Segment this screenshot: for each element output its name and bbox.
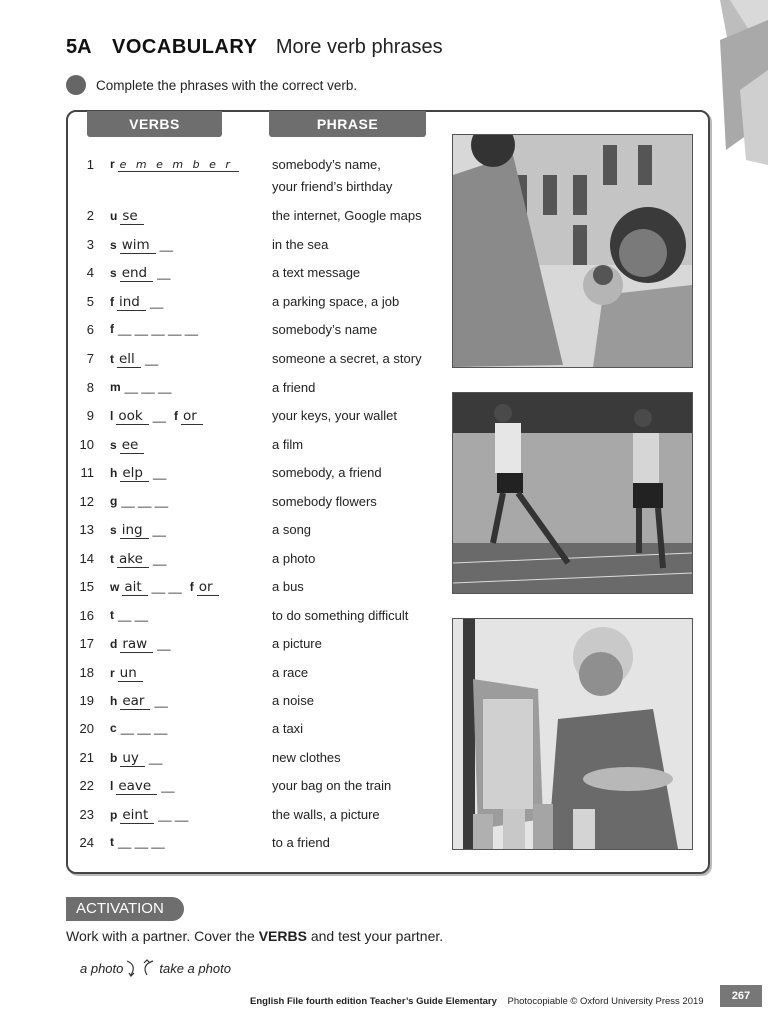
activation-example: [80, 955, 231, 981]
verb-answer[interactable]: elp: [120, 465, 149, 482]
verb-cell: [110, 551, 166, 568]
verb-initial: t: [110, 608, 114, 622]
table-row: [0, 665, 450, 693]
verb-blanks[interactable]: __ __ __ __ __: [118, 322, 199, 336]
verb-answer[interactable]: eave: [116, 778, 157, 795]
verb-cell: [110, 294, 163, 311]
table-row: [0, 351, 450, 379]
row-number: 17: [79, 636, 94, 651]
section-code: 5A: [66, 36, 92, 58]
row-number: 10: [79, 437, 94, 452]
verb-cell: [110, 693, 168, 710]
verb-answer[interactable]: ell: [117, 351, 141, 368]
verb-initial: h: [110, 694, 118, 708]
verb-answer[interactable]: raw: [120, 636, 153, 653]
verb-blanks[interactable]: __: [152, 552, 167, 566]
verb-initial: l: [110, 779, 114, 793]
table-row: [0, 835, 450, 863]
phrase-cell: in the sea: [272, 237, 329, 252]
phrase-cell: a race: [272, 665, 309, 680]
verb-cell: [110, 750, 162, 767]
row-number: 9: [86, 408, 94, 423]
phrase-column-header: PHRASE: [269, 111, 426, 137]
page-number: 267: [720, 985, 762, 1007]
photo-painter: [452, 618, 693, 850]
row-number: 22: [79, 778, 94, 793]
table-row: [0, 551, 450, 579]
section-title: VOCABULARY: [112, 36, 258, 58]
verb-blanks[interactable]: __: [154, 694, 168, 708]
page-header: [66, 36, 443, 59]
verb-blanks[interactable]: __: [159, 238, 173, 252]
verb-answer[interactable]: uy: [120, 750, 145, 767]
verb-cell: [110, 437, 144, 454]
verb-cell: [110, 465, 166, 482]
verb-answer[interactable]: ake: [117, 551, 149, 568]
row-number: 18: [79, 665, 94, 680]
row-number: 13: [79, 522, 94, 537]
verb-answer-2[interactable]: or: [181, 408, 203, 425]
table-row: [0, 693, 450, 721]
row-number: 4: [86, 265, 94, 280]
verb-cell: [110, 157, 239, 172]
verb-cell: [110, 351, 158, 368]
table-row: [0, 408, 450, 436]
verb-initial: d: [110, 637, 118, 651]
verb-cell: [110, 494, 168, 508]
footer-copyright: Photocopiable © Oxford University Press 2019: [507, 996, 704, 1007]
row-number: 19: [79, 693, 94, 708]
verb-initial: g: [110, 494, 118, 508]
verb-blanks[interactable]: __: [157, 266, 171, 280]
phrase-cell: a taxi: [272, 721, 304, 736]
table-row: [0, 294, 450, 322]
verb-cell: [110, 636, 171, 653]
phrase-cell: a friend: [272, 380, 316, 395]
phrase-cell: a noise: [272, 693, 314, 708]
phrase-cell: a picture: [272, 636, 322, 651]
verb-initial: w: [110, 580, 120, 594]
verb-cell: [110, 522, 166, 539]
verb-initial: s: [110, 238, 117, 252]
phrase-cell: your bag on the train: [272, 778, 392, 793]
verb-blanks[interactable]: __: [144, 352, 159, 366]
row-number: 20: [79, 721, 94, 736]
table-row: [0, 750, 450, 778]
verb-initial: c: [110, 721, 117, 735]
verb-initial-2: f: [174, 409, 179, 423]
verb-initial: u: [110, 209, 118, 223]
phrase-cell: somebody, a friend: [272, 465, 382, 480]
verb-cell: [110, 665, 143, 682]
verb-cell: [110, 608, 148, 622]
instruction: [66, 75, 357, 95]
row-number: 24: [79, 835, 94, 850]
table-row: [0, 208, 450, 236]
table-row: [0, 437, 450, 465]
verb-cell: [110, 322, 198, 336]
phrase-cell: somebody flowers: [272, 494, 377, 509]
row-number: 23: [79, 807, 94, 822]
verb-answer[interactable]: end: [120, 265, 153, 282]
verb-answer[interactable]: un: [118, 665, 143, 682]
verb-initial: t: [110, 552, 114, 566]
verb-initial: h: [110, 466, 118, 480]
verb-cell: [110, 721, 167, 735]
phrase-cell: the walls, a picture: [272, 807, 380, 822]
verb-blanks[interactable]: __: [148, 751, 163, 765]
verb-answer[interactable]: ee: [120, 437, 145, 454]
verb-blanks[interactable]: __ __ __: [124, 380, 172, 394]
footer-book: English File fourth edition Teacher’s Guide Elementary: [250, 996, 497, 1007]
verb-initial: l: [110, 409, 114, 423]
table-row: [0, 778, 450, 806]
verb-blanks[interactable]: __: [157, 637, 171, 651]
activation-label: ACTIVATION: [66, 897, 184, 921]
table-row: [0, 237, 450, 265]
verb-cell: [110, 807, 188, 824]
verb-blanks[interactable]: __ __ __: [121, 494, 169, 508]
verb-blanks[interactable]: __ __ __: [118, 835, 165, 849]
corner-decoration: [720, 0, 768, 165]
table-row: [0, 265, 450, 293]
phrase-cell: to a friend: [272, 835, 330, 850]
table-row: [0, 721, 450, 749]
verb-blanks[interactable]: __: [152, 466, 167, 480]
verb-initial: b: [110, 751, 118, 765]
phrase-cell: a parking space, a job: [272, 294, 400, 309]
verb-initial: r: [110, 157, 115, 171]
verb-cell: [110, 778, 175, 795]
verb-initial: t: [110, 352, 114, 366]
row-number: 15: [79, 579, 94, 594]
phrase-cell: a photo: [272, 551, 316, 566]
example-right: take a photo: [159, 960, 231, 976]
verb-blanks[interactable]: __ __ __: [120, 721, 168, 735]
verb-answer[interactable]: ait: [122, 579, 147, 596]
verb-initial: s: [110, 523, 117, 537]
verb-initial: r: [110, 666, 115, 680]
table-row: [0, 522, 450, 550]
verb-blanks[interactable]: __: [161, 779, 175, 793]
verbs-column-header: VERBS: [87, 111, 222, 137]
table-row: [0, 322, 450, 350]
verb-answer[interactable]: ing: [120, 522, 149, 539]
photo-runners: [452, 392, 693, 594]
phrase-cell: somebody’s name: [272, 322, 378, 337]
verb-blanks[interactable]: __ __: [158, 808, 189, 822]
phrase-cell: to do something difficult: [272, 608, 409, 623]
phrase-cell: a bus: [272, 579, 304, 594]
verb-blanks[interactable]: __: [152, 409, 167, 423]
row-number: 6: [86, 322, 94, 337]
row-number: 5: [86, 294, 94, 309]
footer: [250, 996, 704, 1007]
verb-blanks[interactable]: __ __: [118, 608, 149, 622]
verb-initial: f: [110, 322, 114, 336]
row-number: 3: [86, 237, 94, 252]
verb-answer[interactable]: eint: [120, 807, 154, 824]
verb-cell: [110, 380, 171, 394]
verb-cell: [110, 265, 170, 282]
row-number: 7: [86, 351, 94, 366]
table-row: [0, 636, 450, 664]
verb-initial: m: [110, 380, 121, 394]
phrase-cell: a song: [272, 522, 312, 537]
verb-answer[interactable]: e m e m b e r: [118, 158, 239, 172]
verb-blanks[interactable]: __: [152, 523, 166, 537]
verb-cell: [110, 579, 219, 596]
verb-cell: [110, 208, 144, 225]
row-number: 11: [80, 465, 94, 480]
verb-initial: t: [110, 835, 114, 849]
verb-initial-2: f: [189, 580, 194, 594]
verb-blanks[interactable]: __: [149, 295, 164, 309]
table-row: [0, 579, 450, 607]
phrase-cell: your keys, your wallet: [272, 408, 397, 423]
row-number: 12: [79, 494, 94, 509]
table-row: [0, 380, 450, 408]
verb-answer[interactable]: wim: [120, 237, 156, 254]
verb-answer[interactable]: ear: [120, 693, 150, 710]
speech-arrows-icon: [123, 955, 159, 981]
row-number: 21: [79, 750, 94, 765]
verb-answer[interactable]: se: [120, 208, 143, 225]
verb-answer-2[interactable]: or: [197, 579, 219, 596]
verb-cell: [110, 835, 165, 849]
table-row: [0, 465, 450, 493]
phrase-cell: somebody’s name,: [272, 157, 381, 172]
verb-initial: f: [110, 295, 114, 309]
phrase-cell: a text message: [272, 265, 361, 280]
table-row: [0, 494, 450, 522]
photo-giving-flowers: [452, 134, 693, 368]
verb-answer[interactable]: ook: [116, 408, 148, 425]
phrase-cell: new clothes: [272, 750, 341, 765]
verb-blanks[interactable]: __ __: [151, 580, 182, 594]
verb-initial: s: [110, 266, 117, 280]
table-row: [0, 157, 450, 194]
row-number: 14: [79, 551, 94, 566]
phrase-cell: someone a secret, a story: [272, 351, 422, 366]
table-row: [0, 608, 450, 636]
row-number: 1: [86, 157, 94, 172]
row-number: 8: [86, 380, 94, 395]
phrase-cell: a film: [272, 437, 304, 452]
table-row: [0, 807, 450, 835]
activation-text: Work with a partner. Cover the VERBS and test your partner.: [66, 928, 444, 944]
verb-cell: [110, 237, 173, 254]
section-subtitle: More verb phrases: [275, 36, 443, 58]
bullet-icon: [66, 75, 86, 95]
verb-initial: s: [110, 438, 117, 452]
row-number: 16: [79, 608, 94, 623]
verb-initial: p: [110, 808, 118, 822]
instruction-text: Complete the phrases with the correct verb.: [96, 77, 358, 93]
phrase-cell: the internet, Google maps: [272, 208, 422, 223]
verb-answer[interactable]: ind: [117, 294, 146, 311]
phrase-cell-line-2: your friend’s birthday: [272, 179, 393, 194]
row-number: 2: [86, 208, 94, 223]
example-left: a photo: [80, 960, 124, 976]
verb-cell: [110, 408, 203, 425]
